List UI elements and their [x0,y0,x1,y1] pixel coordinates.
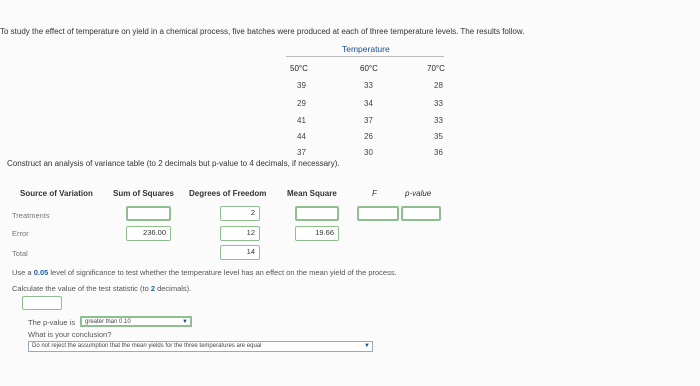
test-statistic-prompt [12,284,191,293]
intro-text: To study the effect of temperature on yield in a chemical process, five batches were produced at each of three temperature levels. The results follow. [0,27,525,36]
cell-r5-c2: 30 [364,148,373,157]
treatments-p-value-input[interactable] [401,206,441,221]
header-degrees-of-freedom: Degrees of Freedom [189,189,267,198]
header-source-of-variation: Source of Variation [20,189,93,198]
total-df-input[interactable]: 14 [220,245,260,260]
row-label-treatments: Treatments [12,211,50,220]
cell-r2-c1: 29 [297,99,306,108]
anova-instruction: Construct an analysis of variance table (to 2 decimals but p-value to 4 decimals, if necessary). [7,159,340,168]
cell-r4-c1: 44 [297,132,306,141]
header-f: F [372,189,377,198]
cell-r3-c2: 37 [364,116,373,125]
cell-r2-c3: 33 [434,99,443,108]
pvalue-label: The p-value is [28,318,76,327]
row-label-total: Total [12,249,28,258]
temperature-header-rule [286,56,444,57]
cell-r3-c1: 41 [297,116,306,125]
cell-r2-c2: 34 [364,99,373,108]
header-p-value: p-value [405,189,432,198]
test-statistic-input[interactable] [22,296,62,310]
calc-prefix: Calculate the value of the test statistic (to [12,284,151,293]
cell-r1-c3: 28 [434,81,443,90]
pvalue-select[interactable] [80,316,192,327]
cell-r5-c3: 36 [434,148,443,157]
calc-suffix: decimals). [155,284,192,293]
treatments-f-input[interactable] [357,206,399,221]
header-sum-of-squares: Sum of Squares [113,189,174,198]
header-mean-square: Mean Square [287,189,337,198]
cell-r1-c2: 33 [364,81,373,90]
temperature-group-header: Temperature [342,44,390,54]
conclusion-label: What is your conclusion? [28,330,112,339]
calc-decimals: 2 [150,284,155,293]
sig-prefix: Use a [12,268,34,277]
column-header-70c: 70°C [427,64,445,73]
cell-r5-c1: 37 [297,148,306,157]
column-header-60c: 60°C [360,64,378,73]
sig-suffix: level of significance to test whether the temperature level has an effect on the mean yield of the process. [48,268,397,277]
cell-r1-c1: 39 [297,81,306,90]
alpha-value: 0.05 [33,268,49,277]
cell-r4-c3: 35 [434,132,443,141]
cell-r3-c3: 33 [434,116,443,125]
treatments-sum-of-squares-input[interactable] [126,206,171,221]
significance-question [12,268,397,277]
chevron-down-icon: ▼ [182,319,188,325]
conclusion-select[interactable] [28,341,373,352]
conclusion-selected-value: Do not reject the assumption that the mean yields for the three temperatures are equal [32,343,262,349]
error-mean-square-input[interactable]: 19.66 [295,226,339,241]
chevron-down-icon: ▼ [364,343,370,349]
treatments-mean-square-input[interactable] [295,206,339,221]
pvalue-selected-value: greater than 0.10 [85,319,131,325]
cell-r4-c2: 26 [364,132,373,141]
error-sum-of-squares-input[interactable]: 236.00 [126,226,171,241]
row-label-error: Error [12,229,29,238]
error-df-input[interactable]: 12 [220,226,260,241]
column-header-50c: 50°C [290,64,308,73]
treatments-df-input[interactable]: 2 [220,206,260,221]
